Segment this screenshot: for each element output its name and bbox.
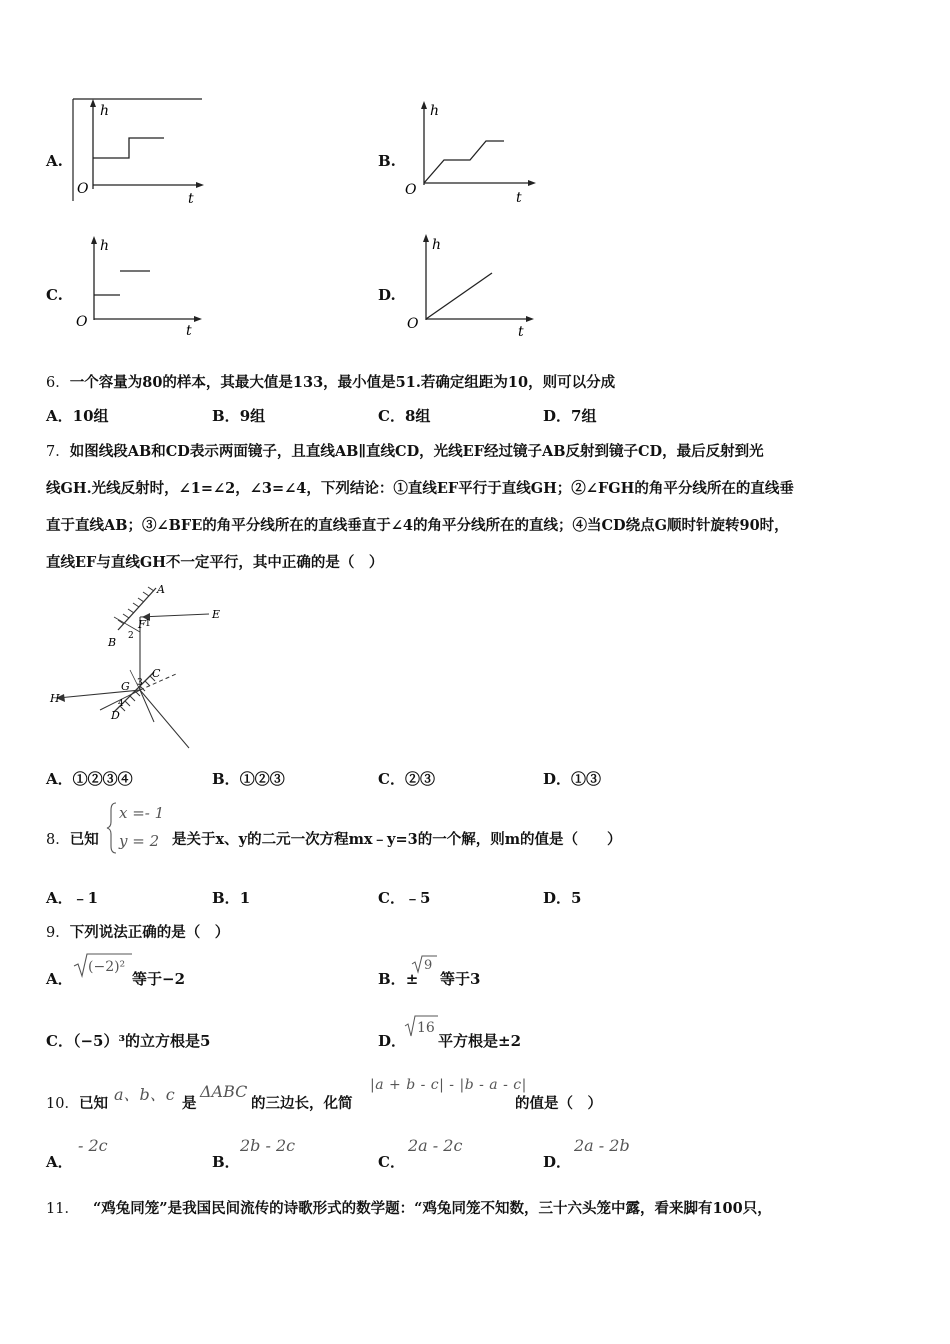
q7-option-d: D．①③ — [543, 770, 602, 788]
t-label: t — [188, 191, 194, 203]
svg-text:G: G — [121, 680, 130, 693]
svg-text:F: F — [138, 618, 146, 631]
question-9: 9．下列说法正确的是（ ） — [46, 924, 230, 941]
ray-ef — [140, 614, 209, 617]
svg-text:D: D — [111, 709, 120, 722]
svg-text:3: 3 — [137, 678, 143, 688]
graph-line — [93, 138, 164, 158]
svg-text:x =- 1: x =- 1 — [119, 804, 165, 822]
h-label: h — [432, 237, 442, 253]
mirror-figure — [44, 582, 244, 752]
svg-text:E: E — [212, 608, 221, 621]
svg-text:9: 9 — [424, 958, 433, 973]
origin-label: O — [77, 181, 89, 197]
h-label: h — [430, 103, 440, 119]
graph-d — [402, 232, 538, 338]
svg-text:16: 16 — [417, 1020, 435, 1036]
svg-text:C: C — [152, 667, 161, 680]
question-number: 8． — [46, 832, 70, 848]
question-11: 11． “鸡兔同笼”是我国民间流传的诗歌形式的数学题：“鸡兔同笼不知数，三十六头笼中露，看来脚有100只， — [46, 1200, 772, 1217]
q10-option-c-math: 2a - 2c — [408, 1136, 463, 1155]
q9-option-b: B．± — [378, 970, 419, 988]
q9-option-c: C．（−5）³的立方根是5 — [46, 1032, 211, 1050]
origin-label: O — [407, 316, 419, 332]
h-label: h — [100, 103, 110, 119]
t-label: t — [516, 190, 522, 203]
option-d-label: D. — [378, 286, 396, 304]
q9-option-d: D． — [378, 1032, 407, 1050]
q6-option-c: C．8组 — [378, 407, 431, 425]
question-number: 11． — [46, 1201, 79, 1217]
q10-expression: |a + b - c| - |b - a - c| — [370, 1077, 527, 1093]
svg-text:4: 4 — [118, 699, 124, 709]
graph-c — [72, 234, 204, 338]
q6-option-a: A．10组 — [46, 407, 109, 425]
graph-line — [426, 273, 492, 319]
q10-option-b-math: 2b - 2c — [240, 1136, 296, 1155]
q9-option-b-text: 等于3 — [440, 970, 481, 988]
question-number: 6． — [46, 375, 70, 391]
question-text: 一个容量为80的样本，其最大值是133，最小值是51.若确定组距为10，则可以分成 — [69, 374, 616, 391]
option-b-label: B. — [378, 152, 396, 170]
q10-option-a: A． — [46, 1153, 73, 1171]
q10-option-d-math: 2a - 2b — [574, 1136, 630, 1155]
question-number: 10． — [46, 1096, 79, 1112]
question-7-line-4: 直线EF与直线GH不一定平行，其中正确的是（ ） — [46, 554, 384, 571]
graph-b — [402, 99, 538, 203]
sqrt-expression — [410, 954, 438, 976]
h-label: h — [100, 238, 110, 254]
q10-option-a-math: - 2c — [78, 1136, 108, 1155]
equation-system — [106, 800, 170, 856]
question-7-line-1: 7．如图线段AB和CD表示两面镜子，且直线AB∥直线CD，光线EF经过镜子AB反射到镜子CD，最后反射到光 — [46, 443, 764, 460]
q8-prefix: 8．已知 — [46, 831, 99, 848]
q8-text: 是关于x、y的二元一次方程mx﹣y=3的一个解，则m的值是（ ） — [172, 831, 622, 848]
q10-option-c: C． — [378, 1153, 405, 1171]
q6-option-d: D．7组 — [543, 407, 597, 425]
q6-option-b: B．9组 — [212, 407, 266, 425]
question-7-line-3: 直于直线AB；③∠BFE的角平分线所在的直线垂直于∠4的角平分线所在的直线；④当CD绕点G顺时针旋转90时， — [46, 517, 789, 534]
q10-post: 的值是（ ） — [515, 1095, 602, 1112]
q10-mid2: 的三边长，化简 — [251, 1095, 353, 1112]
t-label: t — [186, 323, 192, 338]
q7-option-c: C．②③ — [378, 770, 435, 788]
q10-prefix: 10．已知 — [46, 1095, 108, 1112]
svg-text:2: 2 — [128, 631, 134, 641]
q8-option-c: C．﹣5 — [378, 889, 431, 907]
question-number: 9． — [46, 925, 70, 941]
q8-option-a: A．﹣1 — [46, 889, 99, 907]
q9-option-a-text: 等于−2 — [132, 970, 186, 988]
option-c-label: C. — [46, 286, 63, 304]
graph-line — [424, 141, 504, 183]
question-6 — [46, 371, 615, 392]
sqrt-expression — [72, 952, 134, 978]
question-7-line-2: 线GH.光线反射时，∠1=∠2，∠3=∠4，下列结论：①直线EF平行于直线GH；②∠FGH的角平分线所在的直线垂 — [46, 480, 794, 497]
sqrt-expression — [403, 1014, 439, 1038]
q7-option-a: A．①②③④ — [46, 770, 133, 788]
q10-option-d: D． — [543, 1153, 572, 1171]
q7-option-b: B．①②③ — [212, 770, 285, 788]
origin-label: O — [405, 182, 417, 198]
svg-text:1: 1 — [145, 619, 151, 629]
svg-text:B: B — [108, 636, 117, 649]
q10-option-b: B． — [212, 1153, 240, 1171]
svg-text:(−2)²: (−2)² — [88, 959, 126, 975]
q10-vars: a、b、c — [114, 1085, 175, 1104]
q8-option-d: D．5 — [543, 889, 582, 907]
q10-mid: 是 — [182, 1095, 197, 1112]
svg-text:H: H — [50, 692, 60, 705]
left-brace — [107, 803, 116, 853]
graph-a — [72, 97, 204, 203]
q9-option-d-text: 平方根是±2 — [438, 1032, 522, 1050]
t-label: t — [518, 324, 524, 338]
question-number: 7． — [46, 444, 70, 460]
q8-option-b: B．1 — [212, 889, 251, 907]
q10-triangle: ΔABC — [200, 1082, 248, 1101]
q9-option-a: A． — [46, 970, 73, 988]
svg-text:A: A — [157, 583, 165, 596]
origin-label: O — [76, 314, 88, 330]
svg-text:y = 2: y = 2 — [119, 832, 160, 850]
option-a-label: A. — [46, 152, 63, 170]
